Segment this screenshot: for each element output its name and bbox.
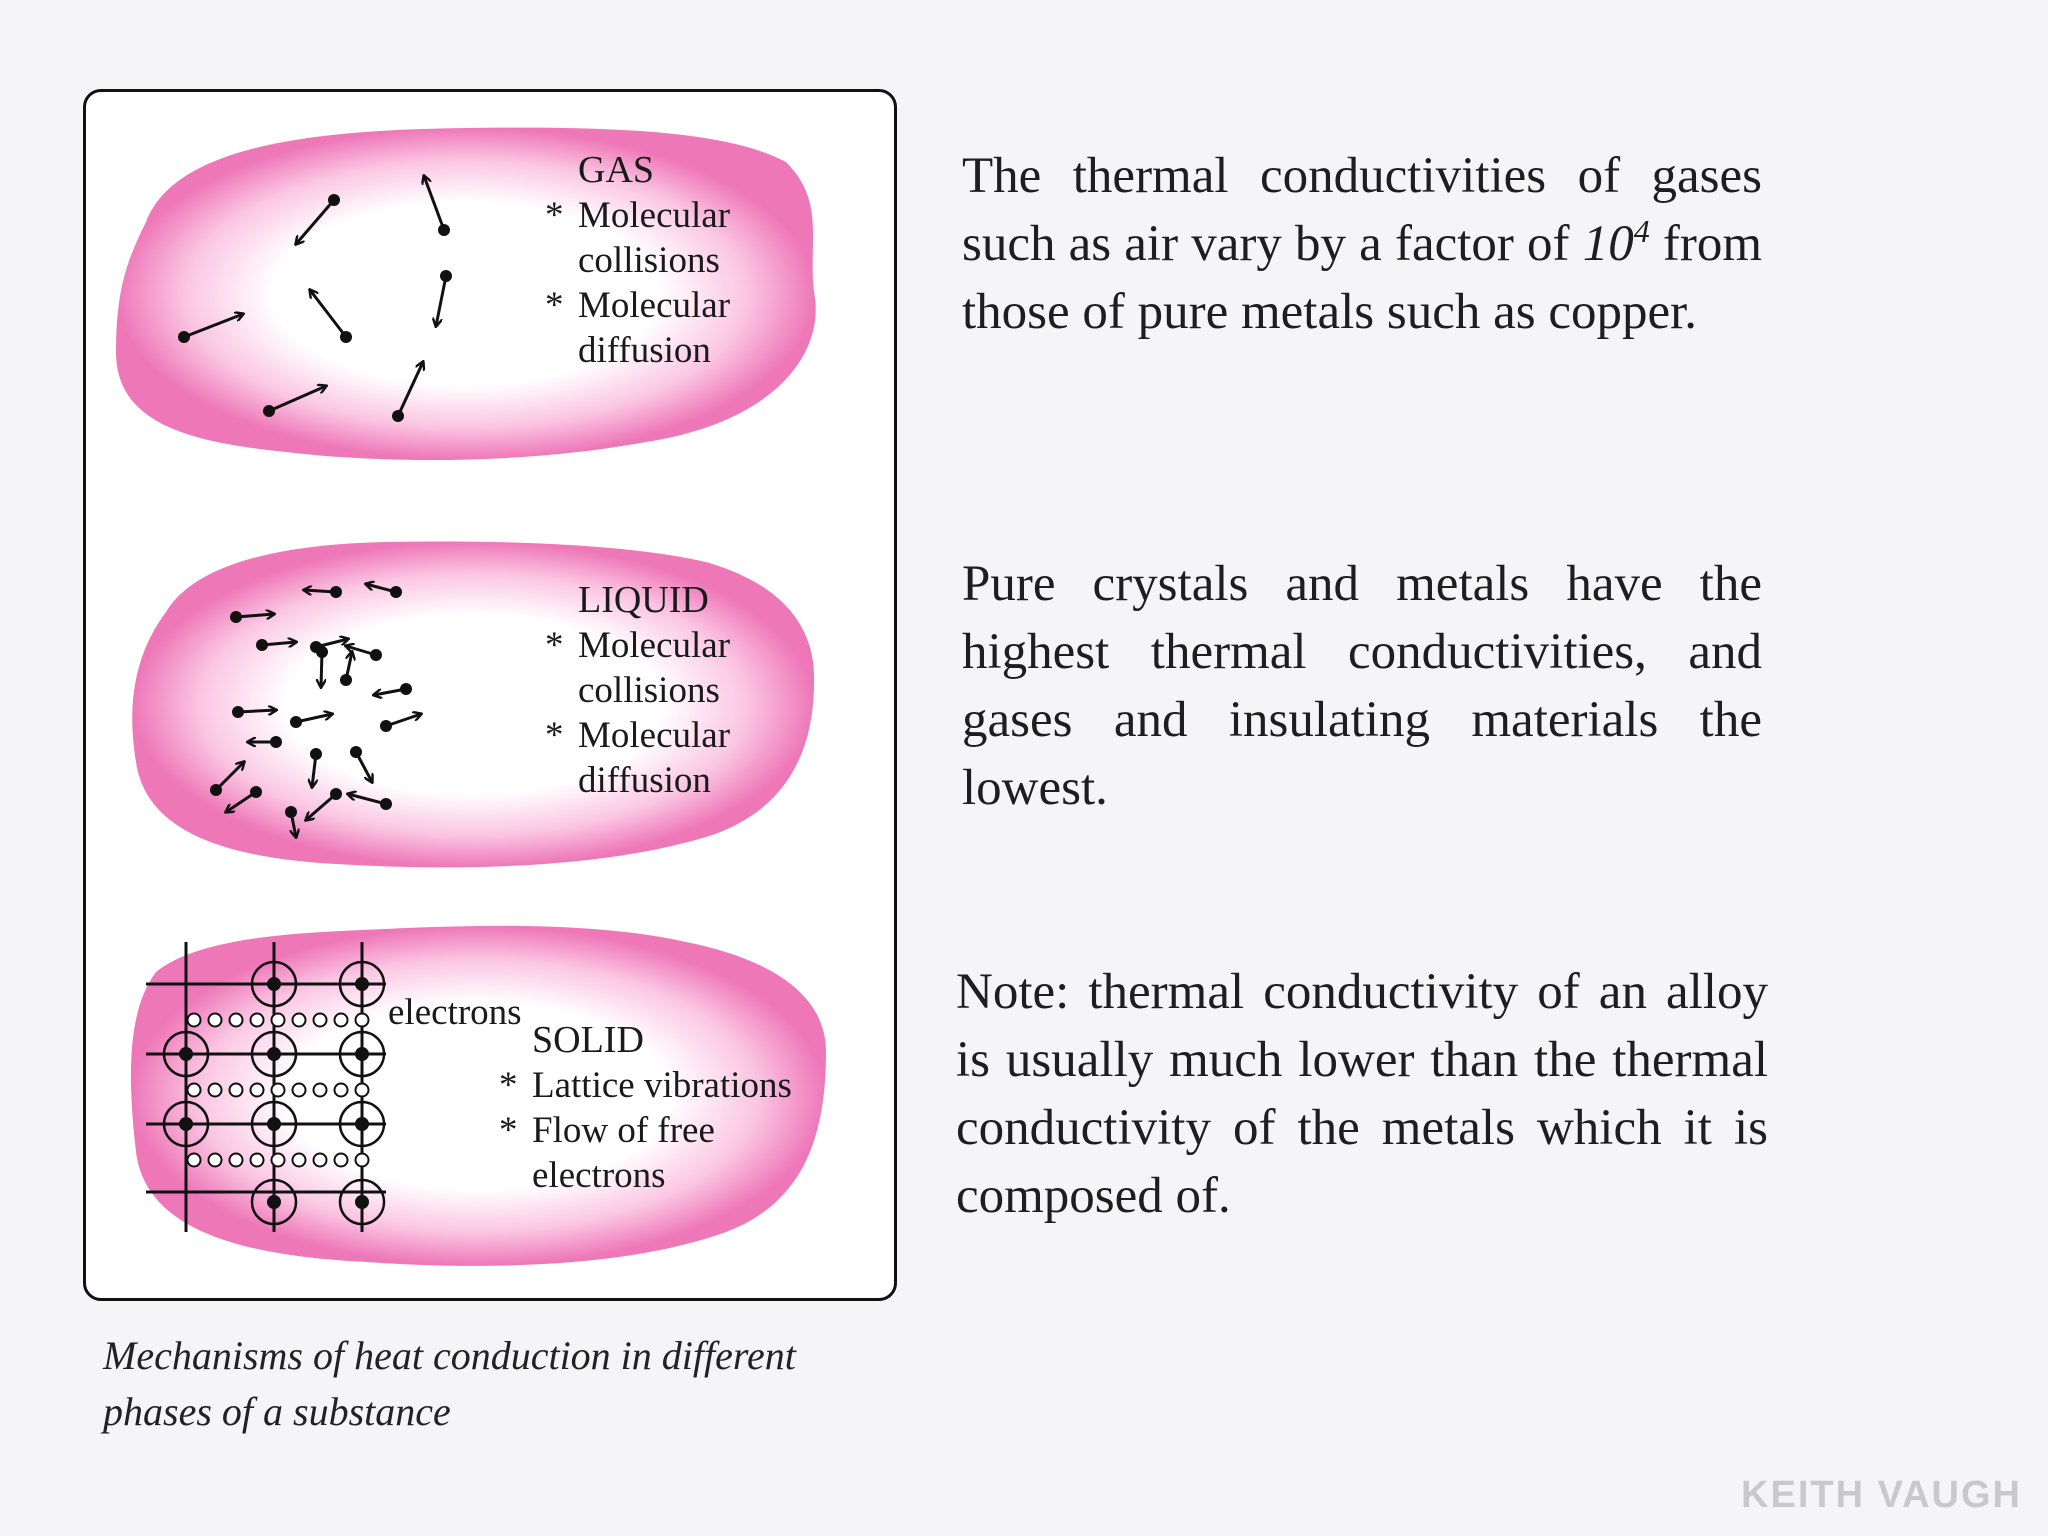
gas-title: GAS <box>578 149 655 191</box>
free-electron <box>335 1014 348 1027</box>
free-electron <box>272 1154 285 1167</box>
free-electron <box>272 1084 285 1097</box>
figure-caption <box>103 1328 923 1440</box>
free-electron <box>230 1084 243 1097</box>
gas-line-3: Molecular <box>578 285 731 326</box>
paragraph-gas-vs-metal <box>962 142 1762 346</box>
figure-panel <box>83 89 897 1301</box>
lattice-atom <box>267 977 281 991</box>
caption-line-1: Mechanisms of heat conduction in different <box>103 1333 796 1378</box>
bullet-6: * <box>499 1110 518 1151</box>
free-electron <box>230 1014 243 1027</box>
free-electron <box>356 1154 369 1167</box>
free-electron <box>335 1154 348 1167</box>
bullet-1: * <box>545 195 564 236</box>
gas-line-4: diffusion <box>578 330 711 371</box>
free-electron <box>293 1154 306 1167</box>
free-electron <box>251 1084 264 1097</box>
lattice-atom <box>267 1117 281 1131</box>
free-electron <box>209 1014 222 1027</box>
liquid-line-1: Molecular <box>578 625 731 666</box>
gas-line-2: collisions <box>578 240 720 281</box>
bullet-2: * <box>545 285 564 326</box>
caption-line-2: phases of a substance <box>103 1389 451 1434</box>
solid-line-3: electrons <box>532 1155 666 1196</box>
author-watermark: KEITH VAUGH <box>1741 1474 2022 1516</box>
free-electron <box>251 1014 264 1027</box>
free-electron <box>188 1154 201 1167</box>
liquid-line-3: Molecular <box>578 715 731 756</box>
liquid-line-2: collisions <box>578 670 720 711</box>
p1-text-before: The thermal conductivities of gases such as air vary by a factor of <box>962 148 1762 272</box>
free-electron <box>209 1154 222 1167</box>
bullet-5: * <box>499 1065 518 1106</box>
electrons-label: electrons <box>388 992 522 1033</box>
solid-line-2: Flow of free <box>532 1110 715 1151</box>
p1-text-after: from those of pure metals such as copper. <box>962 216 1763 340</box>
free-electron <box>188 1014 201 1027</box>
free-electron <box>293 1014 306 1027</box>
lattice-atom <box>267 1047 281 1061</box>
lattice-atom <box>355 1117 369 1131</box>
free-electron <box>314 1014 327 1027</box>
lattice-atom <box>267 1195 281 1209</box>
free-electron <box>272 1014 285 1027</box>
free-electron <box>335 1084 348 1097</box>
free-electron <box>188 1084 201 1097</box>
free-electron <box>251 1154 264 1167</box>
free-electron <box>314 1084 327 1097</box>
paragraph-alloy-note: Note: thermal conductivity of an alloy is usually much lower than the thermal conductivity of the metals which it is composed of. <box>956 964 1768 1224</box>
lattice-atom <box>355 977 369 991</box>
p1-factor-exponent: 4 <box>1633 213 1650 249</box>
lattice-atom <box>179 1117 193 1131</box>
paragraph-crystals: Pure crystals and metals have the highest thermal conductivities, and gases and insulating materials the lowest. <box>962 556 1762 816</box>
free-electron <box>230 1154 243 1167</box>
gas-line-1: Molecular <box>578 195 731 236</box>
p1-factor-base: 10 <box>1582 216 1634 272</box>
lattice-atom <box>355 1195 369 1209</box>
liquid-line-4: diffusion <box>578 760 711 801</box>
bullet-4: * <box>545 715 564 756</box>
free-electron <box>356 1084 369 1097</box>
solid-line-1: Lattice vibrations <box>532 1065 792 1106</box>
lattice-atom <box>179 1047 193 1061</box>
free-electron <box>293 1084 306 1097</box>
conduction-mechanisms-diagram <box>86 92 894 1298</box>
solid-title: SOLID <box>532 1019 644 1061</box>
lattice-atom <box>355 1047 369 1061</box>
free-electron <box>314 1154 327 1167</box>
free-electron <box>356 1014 369 1027</box>
free-electron <box>209 1084 222 1097</box>
liquid-title: LIQUID <box>578 579 709 621</box>
bullet-3: * <box>545 625 564 666</box>
